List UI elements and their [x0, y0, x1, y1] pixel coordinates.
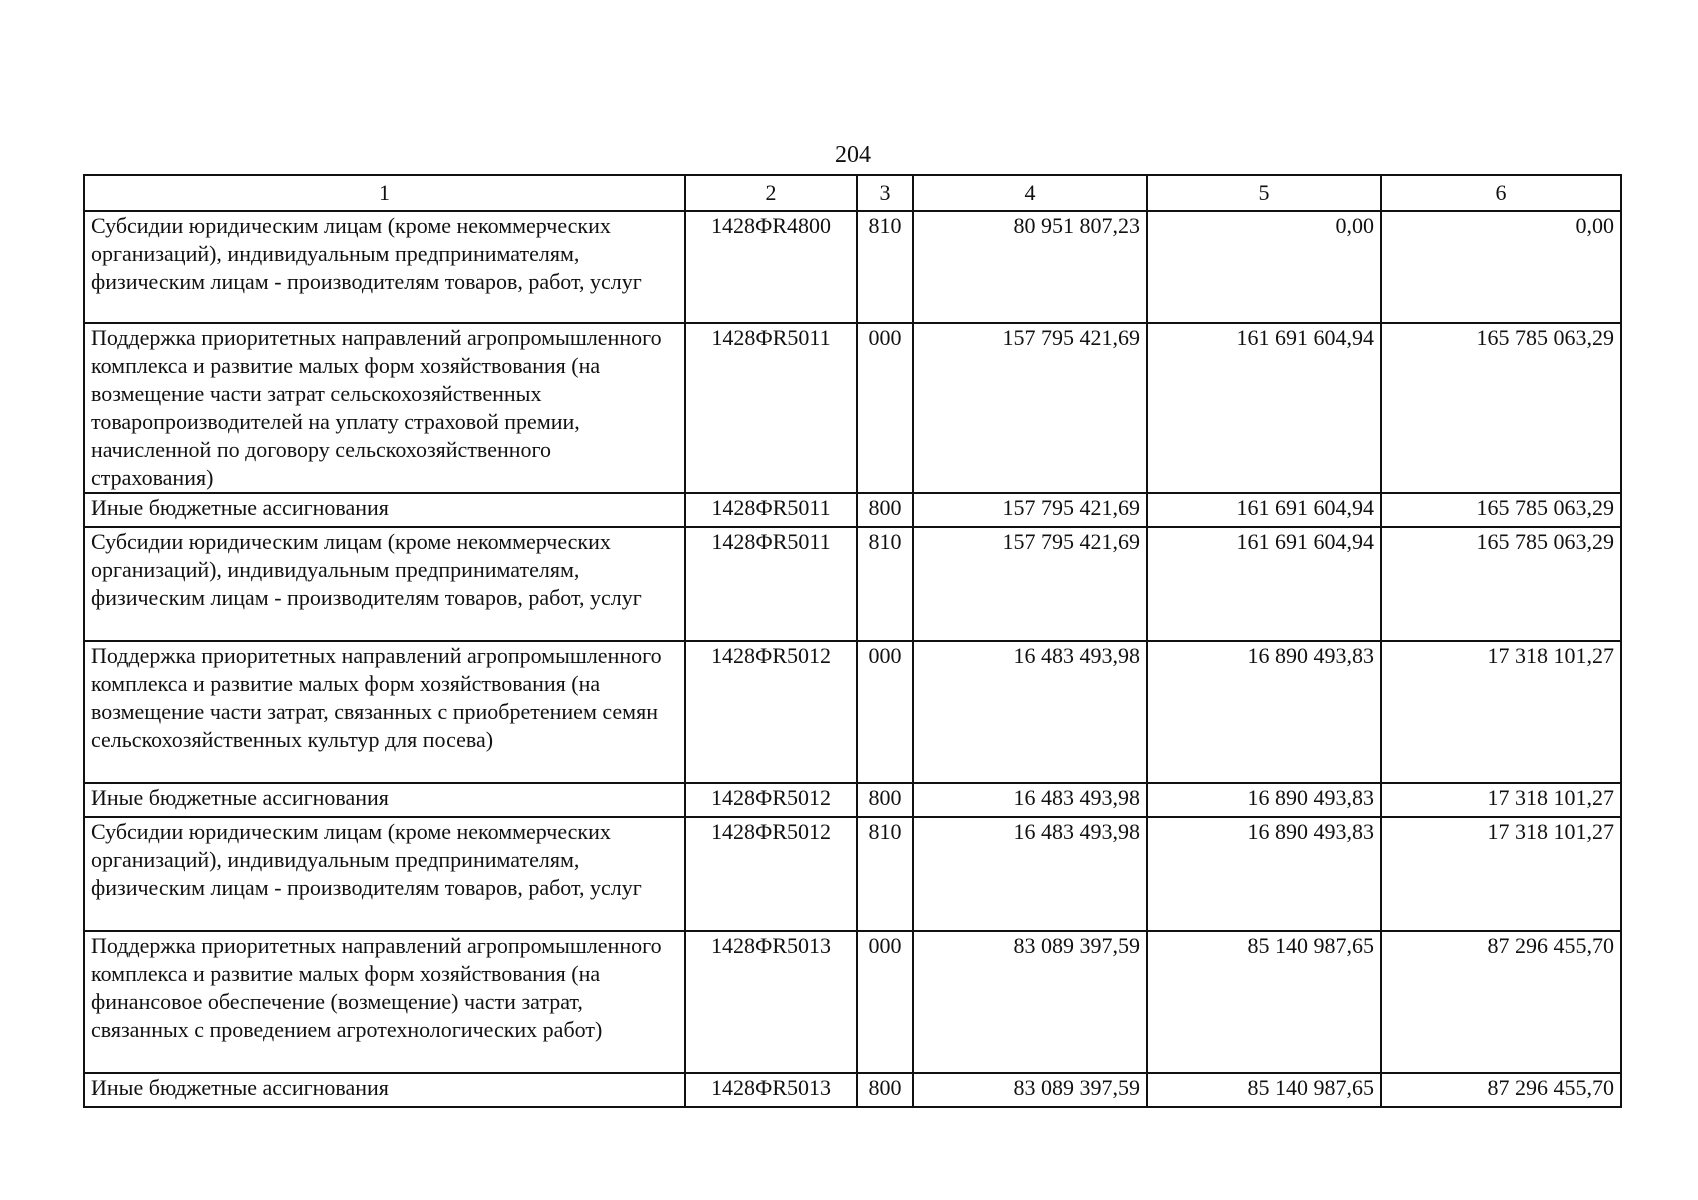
- amount-col-4: 157 795 421,69: [913, 323, 1147, 493]
- table-row: [84, 211, 1621, 323]
- expense-kind-code: 800: [857, 493, 913, 527]
- amount-col-6: 0,00: [1381, 211, 1621, 323]
- page-number: 204: [835, 142, 871, 168]
- target-article-code: 1428ФR5013: [685, 1073, 857, 1107]
- table-row: [84, 783, 1621, 817]
- target-article-code: 1428ФR4800: [685, 211, 857, 323]
- amount-col-4: 83 089 397,59: [913, 1073, 1147, 1107]
- column-header: 4: [913, 175, 1147, 211]
- amount-col-5: 85 140 987,65: [1147, 1073, 1381, 1107]
- target-article-code: 1428ФR5011: [685, 493, 857, 527]
- table-row: [84, 527, 1621, 641]
- amount-col-4: 83 089 397,59: [913, 931, 1147, 1073]
- amount-col-6: 165 785 063,29: [1381, 323, 1621, 493]
- expense-kind-code: 000: [857, 641, 913, 783]
- table-row: [84, 493, 1621, 527]
- expense-kind-code: 810: [857, 527, 913, 641]
- target-article-code: 1428ФR5013: [685, 931, 857, 1073]
- expense-kind-code: 000: [857, 931, 913, 1073]
- amount-col-5: 161 691 604,94: [1147, 323, 1381, 493]
- expense-kind-code: 810: [857, 211, 913, 323]
- column-header: 2: [685, 175, 857, 211]
- expense-name: Поддержка приоритетных направлений агропромышленного комплекса и развитие малых форм хозяйствования (на возмещение части затрат, связанных с приобретением семян сельскохозяйственных культур для посева): [84, 641, 685, 783]
- amount-col-5: 0,00: [1147, 211, 1381, 323]
- amount-col-6: 17 318 101,27: [1381, 783, 1621, 817]
- amount-col-4: 16 483 493,98: [913, 783, 1147, 817]
- amount-col-5: 161 691 604,94: [1147, 493, 1381, 527]
- amount-col-6: 17 318 101,27: [1381, 817, 1621, 931]
- amount-col-4: 80 951 807,23: [913, 211, 1147, 323]
- target-article-code: 1428ФR5012: [685, 641, 857, 783]
- column-header: 1: [84, 175, 685, 211]
- expense-kind-code: 810: [857, 817, 913, 931]
- expense-name: Иные бюджетные ассигнования: [84, 493, 685, 527]
- expense-kind-code: 800: [857, 1073, 913, 1107]
- table-row: [84, 817, 1621, 931]
- target-article-code: 1428ФR5011: [685, 323, 857, 493]
- amount-col-4: 157 795 421,69: [913, 527, 1147, 641]
- amount-col-4: 157 795 421,69: [913, 493, 1147, 527]
- amount-col-5: 85 140 987,65: [1147, 931, 1381, 1073]
- expense-name: Иные бюджетные ассигнования: [84, 1073, 685, 1107]
- amount-col-6: 17 318 101,27: [1381, 641, 1621, 783]
- amount-col-5: 16 890 493,83: [1147, 641, 1381, 783]
- expense-name: Субсидии юридическим лицам (кроме некоммерческих организаций), индивидуальным предпринимателям, физическим лицам - производителям товаров, работ, услуг: [84, 211, 685, 323]
- expense-name: Поддержка приоритетных направлений агропромышленного комплекса и развитие малых форм хозяйствования (на возмещение части затрат сельскохозяйственных товаропроизводителей на уплату страховой премии, начисленной по договору сельскохозяйственного страхования): [84, 323, 685, 493]
- amount-col-4: 16 483 493,98: [913, 817, 1147, 931]
- column-header: 5: [1147, 175, 1381, 211]
- amount-col-6: 165 785 063,29: [1381, 493, 1621, 527]
- target-article-code: 1428ФR5012: [685, 817, 857, 931]
- column-header: 6: [1381, 175, 1621, 211]
- amount-col-5: 16 890 493,83: [1147, 783, 1381, 817]
- expense-name: Субсидии юридическим лицам (кроме некоммерческих организаций), индивидуальным предпринимателям, физическим лицам - производителям товаров, работ, услуг: [84, 527, 685, 641]
- amount-col-5: 161 691 604,94: [1147, 527, 1381, 641]
- amount-col-5: 16 890 493,83: [1147, 817, 1381, 931]
- table-row: [84, 323, 1621, 493]
- table-row: [84, 931, 1621, 1073]
- amount-col-6: 165 785 063,29: [1381, 527, 1621, 641]
- target-article-code: 1428ФR5011: [685, 527, 857, 641]
- budget-table: [83, 174, 1622, 1108]
- expense-kind-code: 800: [857, 783, 913, 817]
- expense-name: Субсидии юридическим лицам (кроме некоммерческих организаций), индивидуальным предпринимателям, физическим лицам - производителям товаров, работ, услуг: [84, 817, 685, 931]
- table-row: [84, 641, 1621, 783]
- column-header: 3: [857, 175, 913, 211]
- amount-col-4: 16 483 493,98: [913, 641, 1147, 783]
- table-row: [84, 1073, 1621, 1107]
- table-header-row: [84, 175, 1621, 211]
- expense-name: Иные бюджетные ассигнования: [84, 783, 685, 817]
- target-article-code: 1428ФR5012: [685, 783, 857, 817]
- expense-kind-code: 000: [857, 323, 913, 493]
- expense-name: Поддержка приоритетных направлений агропромышленного комплекса и развитие малых форм хозяйствования (на финансовое обеспечение (возмещение) части затрат, связанных с проведением агротехнологических работ): [84, 931, 685, 1073]
- amount-col-6: 87 296 455,70: [1381, 931, 1621, 1073]
- amount-col-6: 87 296 455,70: [1381, 1073, 1621, 1107]
